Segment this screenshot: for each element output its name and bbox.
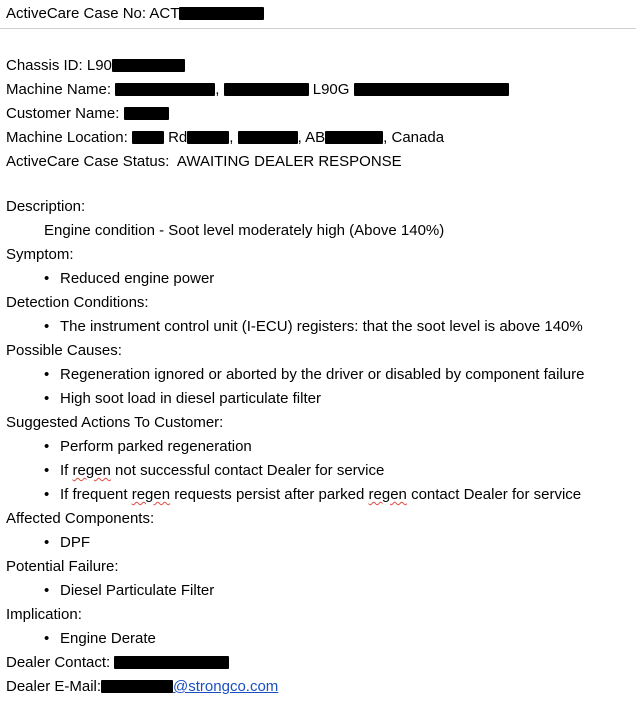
location-rd: Rd: [168, 129, 188, 146]
customer-name-label: Customer Name:: [6, 105, 120, 122]
action-item-text-regen-1: regen: [131, 486, 171, 503]
potential-failure-item: [6, 583, 636, 607]
chassis-id-row: [6, 58, 636, 82]
action-item: [6, 487, 636, 511]
bullet-icon: •: [44, 318, 50, 335]
dealer-email-label: Dealer E-Mail:: [6, 678, 102, 695]
bullet-icon: •: [44, 390, 50, 407]
cause-item: [6, 391, 636, 415]
bullet-icon: •: [44, 462, 50, 479]
action-item-text: Perform parked regeneration: [60, 438, 252, 455]
redaction-customer-name: [124, 107, 169, 120]
bullet-icon: •: [44, 630, 50, 647]
bullet-icon: •: [44, 438, 50, 455]
redaction-location-4: [325, 131, 383, 144]
location-country: Canada: [391, 129, 445, 146]
suggested-actions-label: Suggested Actions To Customer:: [6, 414, 224, 431]
action-item-text-c: not successful contact Dealer for service: [110, 462, 385, 479]
action-item-text-a: If: [60, 462, 73, 479]
redaction-machine-name-2: [224, 83, 309, 96]
location-sep-3: ,: [383, 129, 388, 146]
redaction-location-3: [238, 131, 298, 144]
machine-name-model: L90G: [312, 81, 350, 98]
bullet-icon: •: [44, 534, 50, 551]
case-number-value: ACT: [149, 5, 180, 22]
bullet-icon: •: [44, 582, 50, 599]
implication-text: Engine Derate: [60, 630, 156, 647]
action-item-text-regen: regen: [72, 462, 111, 479]
action-item: [6, 463, 636, 487]
detection-conditions-label: Detection Conditions:: [6, 294, 149, 311]
dealer-contact-row: [6, 655, 636, 679]
implication-label: Implication:: [6, 606, 82, 623]
dealer-contact-label: Dealer Contact:: [6, 654, 111, 671]
possible-causes-label: Possible Causes:: [6, 342, 122, 359]
case-number-row: [0, 0, 636, 28]
redaction-case-number: [179, 7, 264, 20]
machine-location-row: [6, 130, 636, 154]
redaction-location-2: [187, 131, 229, 144]
bullet-icon: •: [44, 270, 50, 287]
affected-components-label: Affected Components:: [6, 510, 155, 527]
customer-name-row: [6, 106, 636, 130]
action-item: [6, 439, 636, 463]
bullet-icon: •: [44, 366, 50, 383]
top-spacer: [6, 37, 636, 58]
symptom-item-text: Reduced engine power: [60, 270, 215, 287]
document-body: [0, 29, 636, 703]
detection-item: [6, 319, 636, 343]
redaction-machine-name-1: [115, 83, 215, 96]
section-spacer: [6, 178, 636, 199]
action-item-text-e: contact Dealer for service: [406, 486, 582, 503]
potential-failure-label: Potential Failure:: [6, 558, 119, 575]
cause-item-text: High soot load in diesel particulate filter: [60, 390, 321, 407]
case-status-row: [6, 154, 636, 178]
chassis-id-value: L90: [86, 57, 112, 74]
machine-location-label: Machine Location:: [6, 129, 128, 146]
redaction-dealer-email: [101, 680, 173, 693]
bullet-icon: •: [44, 486, 50, 503]
detection-item-text: The instrument control unit (I-ECU) registers: that the soot level is above 140%: [60, 318, 583, 335]
symptom-item: [6, 271, 636, 295]
redaction-location-1: [132, 131, 164, 144]
action-item-text-a: If frequent: [60, 486, 132, 503]
location-sep-1: ,: [229, 129, 234, 146]
description-label: Description:: [6, 198, 86, 215]
cause-item: [6, 367, 636, 391]
potential-failure-text: Diesel Particulate Filter: [60, 582, 215, 599]
dealer-email-row: [6, 679, 636, 703]
dealer-email-link[interactable]: @strongco.com: [173, 678, 279, 695]
case-number-label: ActiveCare Case No:: [6, 5, 147, 22]
location-sep-2: ,: [297, 129, 302, 146]
affected-component-text: DPF: [60, 534, 90, 551]
machine-name-sep-1: ,: [215, 81, 220, 98]
machine-name-label: Machine Name:: [6, 81, 112, 98]
implication-item: [6, 631, 636, 655]
machine-name-row: [6, 82, 636, 106]
action-item-text-c: requests persist after parked: [170, 486, 369, 503]
symptom-label: Symptom:: [6, 246, 74, 263]
affected-component-item: [6, 535, 636, 559]
location-province: AB: [305, 129, 326, 146]
chassis-id-label: Chassis ID:: [6, 57, 83, 74]
cause-item-text: Regeneration ignored or aborted by the driver or disabled by component failure: [60, 366, 585, 383]
case-status-value: AWAITING DEALER RESPONSE: [176, 153, 402, 170]
redaction-machine-name-3: [354, 83, 509, 96]
redaction-chassis-id: [112, 59, 185, 72]
description-text: Engine condition - Soot level moderately high (Above 140%): [44, 222, 445, 239]
action-item-text-regen-2: regen: [368, 486, 407, 503]
case-status-label: ActiveCare Case Status:: [6, 153, 170, 170]
redaction-dealer-contact: [114, 656, 229, 669]
